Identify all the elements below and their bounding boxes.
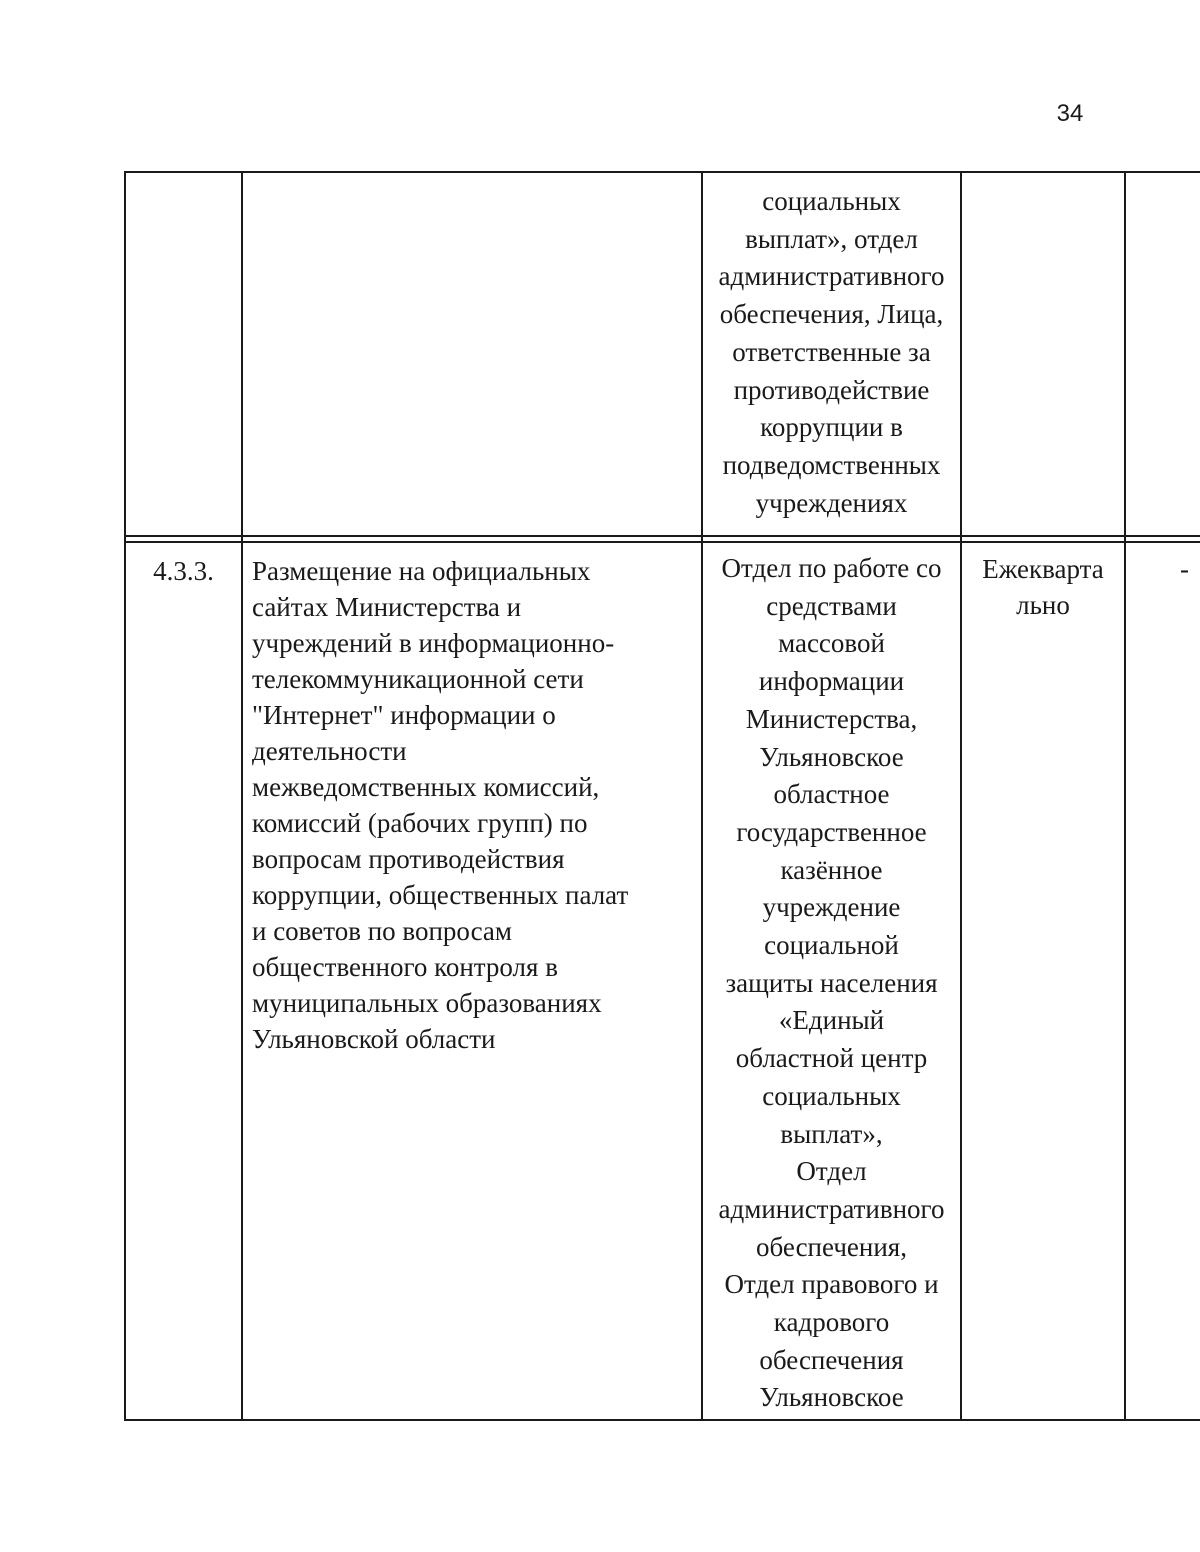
- description-line: и советов по вопросам: [252, 916, 512, 946]
- responsible-line: областной центр: [735, 1043, 928, 1074]
- row2-responsible-cell: [703, 550, 960, 1417]
- table-bottom-border: [124, 1419, 1200, 1421]
- description-line: Размещение на официальных: [252, 556, 591, 586]
- responsible-line: выплат», отдел: [745, 223, 918, 254]
- extra-value: -: [1180, 554, 1189, 584]
- col-border-1: [241, 171, 243, 1421]
- description-line: общественного контроля в: [252, 952, 558, 982]
- responsible-line: массовой: [778, 628, 885, 659]
- responsible-line: социальной: [764, 930, 899, 961]
- responsible-line: обеспечения, Лица,: [719, 299, 944, 330]
- responsible-line: административного: [718, 1193, 945, 1224]
- description-line: телекоммуникационной сети: [252, 664, 584, 694]
- responsible-line: Министерства,: [745, 703, 918, 734]
- responsible-line: кадрового: [773, 1307, 890, 1338]
- responsible-line: учреждениях: [755, 487, 908, 518]
- responsible-line: учреждение: [762, 892, 901, 923]
- description-line: межведомственных комиссий,: [252, 772, 600, 802]
- term-line: Ежекварта: [982, 554, 1104, 584]
- responsible-line: социальных: [762, 1080, 901, 1111]
- responsible-line: Ульяновское: [759, 741, 904, 772]
- responsible-line: областное: [773, 779, 890, 810]
- page-number: 34: [1056, 100, 1084, 127]
- term-line: льно: [1016, 590, 1070, 620]
- description-line: сайтах Министерства и: [252, 592, 522, 622]
- responsible-line: информации: [758, 666, 905, 697]
- row1-responsible-cell: [703, 183, 960, 522]
- responsible-line: коррупции в: [760, 412, 903, 443]
- description-line: деятельности: [252, 736, 407, 766]
- row-divider: [124, 535, 1200, 537]
- row2-term-cell: [962, 551, 1124, 623]
- description-line: учреждений в информационно-: [252, 628, 615, 658]
- description-line: коррупции, общественных палат: [252, 880, 629, 910]
- responsible-line: социальных: [762, 186, 901, 216]
- plan-table: [124, 171, 1200, 1421]
- responsible-line: обеспечения: [759, 1344, 904, 1375]
- responsible-line: Отдел правового и: [724, 1269, 939, 1300]
- description-line: "Интернет" информации о: [252, 700, 556, 730]
- row2-number-cell: [126, 553, 241, 589]
- col-border-3: [960, 171, 962, 1421]
- responsible-line: Отдел по работе со: [721, 553, 942, 583]
- row2-description-cell: [252, 553, 701, 1057]
- responsible-line: защиты населения: [725, 967, 938, 998]
- col-border-4: [1124, 171, 1126, 1421]
- description-line: Ульяновской области: [252, 1024, 496, 1054]
- responsible-line: административного: [718, 261, 945, 292]
- responsible-line: Отдел: [796, 1156, 867, 1187]
- responsible-line: Ульяновское: [759, 1382, 904, 1413]
- responsible-line: «Единый: [778, 1005, 885, 1036]
- responsible-line: противодействие: [733, 374, 930, 405]
- item-number: 4.3.3.: [153, 556, 214, 586]
- responsible-line: средствами: [766, 590, 897, 621]
- responsible-line: ответственные за: [732, 336, 931, 367]
- col-border-left: [124, 171, 126, 1421]
- responsible-line: выплат»,: [780, 1118, 883, 1149]
- row2-extra-cell: [1180, 551, 1200, 587]
- row-divider-double: [124, 541, 1200, 543]
- responsible-line: казённое: [780, 854, 883, 885]
- responsible-line: подведомственных: [722, 449, 941, 480]
- description-line: комиссий (рабочих групп) по: [252, 808, 588, 838]
- description-line: муниципальных образованиях: [252, 988, 602, 1018]
- responsible-line: обеспечения,: [756, 1231, 907, 1262]
- responsible-line: государственное: [736, 816, 927, 847]
- table-top-border: [124, 171, 1200, 173]
- description-line: вопросам противодействия: [252, 844, 565, 874]
